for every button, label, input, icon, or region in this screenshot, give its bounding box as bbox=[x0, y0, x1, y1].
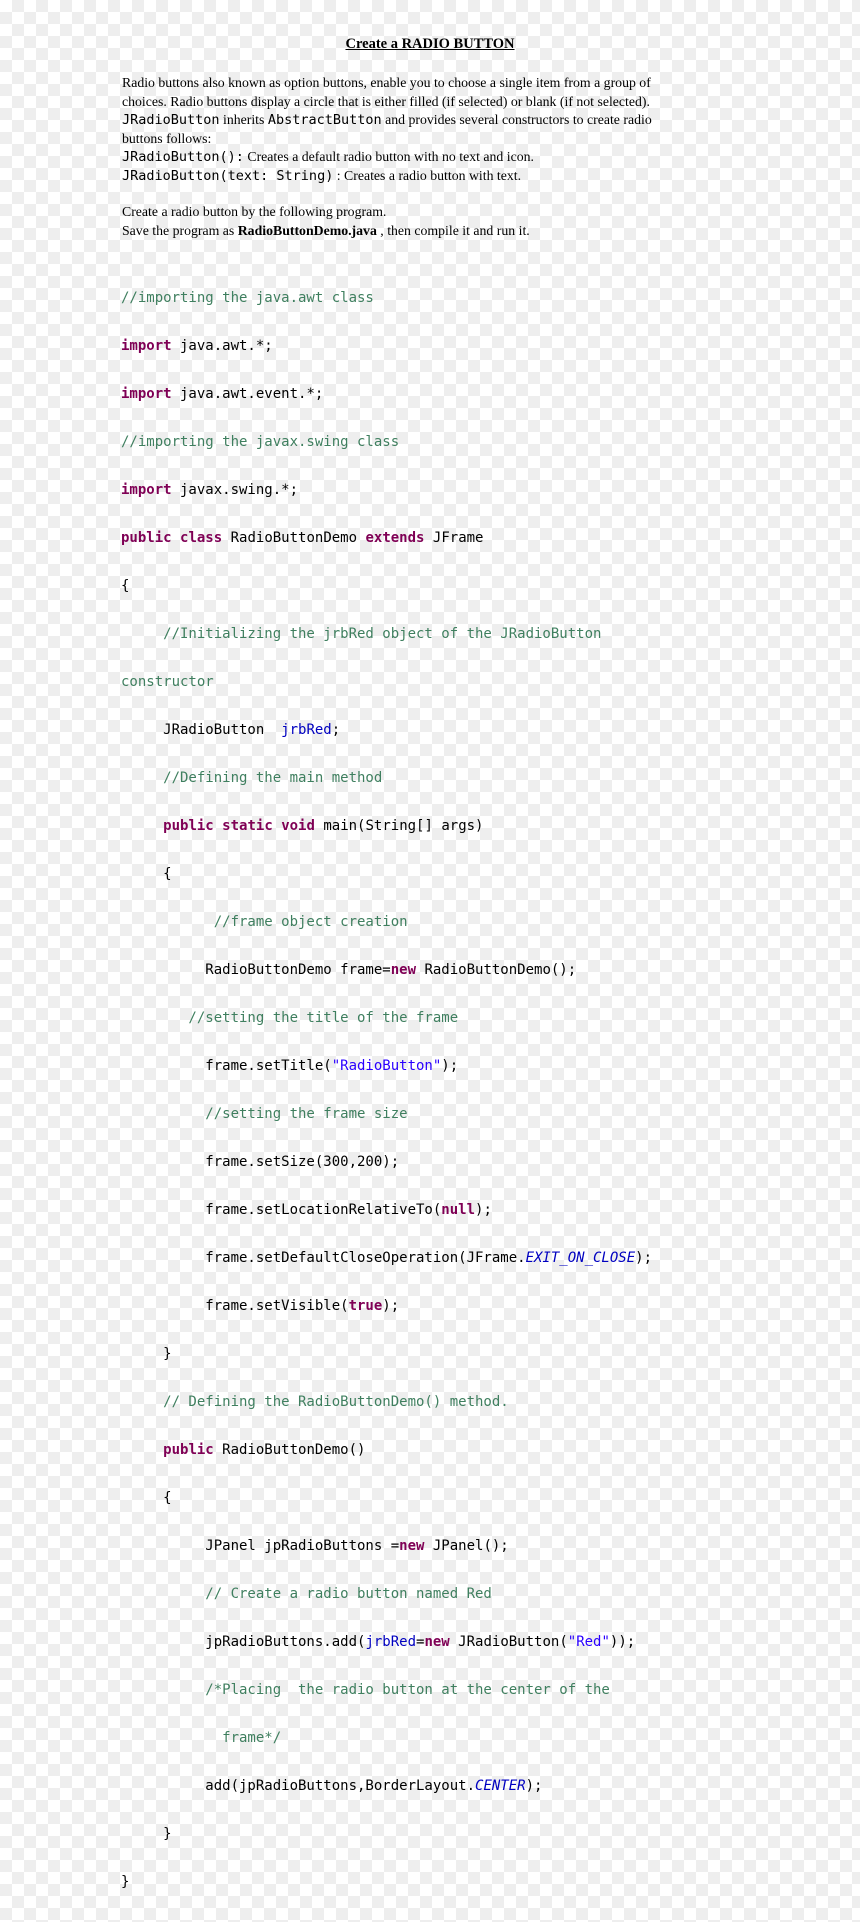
code-keyword: public bbox=[121, 530, 172, 546]
code-text bbox=[121, 1442, 163, 1458]
code-string: "RadioButton" bbox=[331, 1058, 442, 1074]
code-line: //Initializing the jrbRed object of the JRadioButton bbox=[121, 626, 602, 642]
instruction-line bbox=[122, 222, 762, 241]
code-field: jrbRed bbox=[281, 722, 332, 738]
code-line: { bbox=[121, 866, 172, 882]
constructor-line bbox=[122, 167, 762, 186]
inline-code: AbstractButton bbox=[267, 112, 382, 128]
code-constant: CENTER bbox=[475, 1778, 526, 1794]
code-line bbox=[121, 962, 821, 978]
code-line bbox=[121, 530, 821, 546]
intro-line bbox=[122, 111, 762, 130]
code-string: "Red" bbox=[567, 1634, 610, 1650]
code-text: add(jpRadioButtons,BorderLayout. bbox=[121, 1778, 476, 1794]
code-text: frame.setDefaultCloseOperation(JFrame. bbox=[121, 1250, 526, 1266]
code-text: RadioButtonDemo() bbox=[213, 1442, 366, 1458]
code-listing bbox=[121, 258, 821, 1922]
code-text: java.awt.event.*; bbox=[171, 386, 324, 402]
constructor-text: : Creates a radio button with text. bbox=[333, 167, 522, 183]
code-line: frame*/ bbox=[121, 1730, 282, 1746]
code-keyword: void bbox=[281, 818, 315, 834]
code-line: // Create a radio button named Red bbox=[121, 1586, 492, 1602]
code-keyword: public bbox=[163, 1442, 214, 1458]
code-text: main(String[] args) bbox=[314, 818, 484, 834]
code-line bbox=[121, 1298, 821, 1314]
intro-paragraph bbox=[122, 74, 762, 185]
code-line: { bbox=[121, 1490, 172, 1506]
code-keyword: import bbox=[121, 386, 172, 402]
intro-text: and provides several constructors to create radio bbox=[381, 112, 652, 127]
code-text: frame.setVisible( bbox=[121, 1298, 349, 1314]
code-keyword: null bbox=[441, 1202, 476, 1218]
code-line bbox=[121, 722, 821, 738]
constructor-text: Creates a default radio button with no text and icon. bbox=[243, 149, 534, 164]
code-line bbox=[121, 482, 821, 498]
code-text: JPanel(); bbox=[424, 1538, 509, 1554]
code-text: ); bbox=[382, 1298, 400, 1314]
page-title: Create a RADIO BUTTON bbox=[345, 36, 515, 52]
code-line bbox=[121, 1778, 821, 1794]
code-text: frame.setTitle( bbox=[121, 1058, 332, 1074]
code-constant: EXIT_ON_CLOSE bbox=[525, 1250, 636, 1266]
code-line: // Defining the RadioButtonDemo() method. bbox=[121, 1394, 509, 1410]
code-line: //importing the java.awt class bbox=[121, 290, 374, 306]
code-line: } bbox=[121, 1874, 130, 1890]
code-text: ; bbox=[331, 722, 341, 738]
code-text: RadioButtonDemo frame= bbox=[121, 962, 391, 978]
code-keyword: import bbox=[121, 482, 172, 498]
code-text: )); bbox=[609, 1634, 636, 1650]
code-line: //setting the frame size bbox=[121, 1106, 408, 1122]
code-line: //importing the javax.swing class bbox=[121, 434, 400, 450]
code-text: RadioButtonDemo(); bbox=[416, 962, 577, 978]
code-line: { bbox=[121, 578, 130, 594]
code-keyword: extends bbox=[365, 530, 425, 546]
code-line bbox=[121, 1058, 821, 1074]
code-line bbox=[121, 386, 821, 402]
code-field: jrbRed bbox=[365, 1634, 417, 1650]
code-line bbox=[121, 1250, 821, 1266]
inline-code: JRadioButton bbox=[122, 112, 220, 128]
code-keyword: public bbox=[163, 818, 214, 834]
code-keyword: new bbox=[390, 962, 417, 978]
constructor-line bbox=[122, 148, 762, 167]
intro-line: buttons follows: bbox=[122, 130, 212, 146]
code-text: ); bbox=[475, 1202, 492, 1218]
code-line bbox=[121, 1634, 821, 1650]
code-line: } bbox=[121, 1346, 172, 1362]
code-keyword: class bbox=[180, 530, 223, 546]
file-name: RadioButtonDemo.java bbox=[237, 222, 377, 238]
code-text: javax.swing.*; bbox=[171, 482, 299, 498]
code-text: frame.setLocationRelativeTo( bbox=[121, 1202, 442, 1218]
code-keyword: true bbox=[348, 1298, 383, 1314]
inline-code: JRadioButton(text: String) bbox=[122, 167, 334, 184]
code-line: /*Placing the radio button at the center of the bbox=[121, 1682, 610, 1698]
intro-line: choices. Radio buttons display a circle that is either filled (if selected) or blank (if not selected). bbox=[122, 93, 650, 109]
code-text: ); bbox=[441, 1058, 459, 1074]
code-line: //setting the title of the frame bbox=[121, 1010, 459, 1026]
instruction-text: Save the program as bbox=[122, 222, 238, 238]
code-line bbox=[121, 1202, 821, 1218]
code-text: ); bbox=[635, 1250, 653, 1266]
instruction-text: , then compile it and run it. bbox=[376, 222, 530, 238]
code-text: JRadioButton( bbox=[449, 1634, 568, 1650]
code-keyword: static bbox=[222, 818, 273, 834]
code-line: } bbox=[121, 1826, 172, 1842]
code-line: constructor bbox=[121, 674, 214, 690]
code-text bbox=[121, 818, 163, 834]
code-keyword: import bbox=[121, 338, 172, 354]
code-keyword: new bbox=[424, 1634, 450, 1650]
code-line bbox=[121, 818, 821, 834]
code-text: ); bbox=[525, 1778, 543, 1794]
code-text: JRadioButton bbox=[121, 722, 282, 738]
instructions-paragraph bbox=[122, 203, 762, 240]
code-text: RadioButtonDemo bbox=[222, 530, 366, 546]
code-text: jpRadioButtons.add( bbox=[121, 1634, 366, 1650]
code-line: frame.setSize(300,200); bbox=[121, 1154, 400, 1170]
code-keyword: new bbox=[399, 1538, 425, 1554]
code-text: = bbox=[416, 1634, 425, 1650]
intro-text: inherits bbox=[219, 112, 268, 127]
code-text: java.awt.*; bbox=[171, 338, 273, 354]
intro-line: Radio buttons also known as option buttons, enable you to choose a single item from a group of bbox=[122, 75, 651, 90]
code-line: //Defining the main method bbox=[121, 770, 383, 786]
code-text: JFrame bbox=[424, 530, 484, 546]
code-line: //frame object creation bbox=[121, 914, 408, 930]
code-line bbox=[121, 1442, 821, 1458]
code-line bbox=[121, 1538, 821, 1554]
inline-code: JRadioButton(): bbox=[122, 149, 244, 165]
code-text: JPanel jpRadioButtons = bbox=[121, 1538, 400, 1554]
instruction-line: Create a radio button by the following program. bbox=[122, 204, 387, 219]
code-line bbox=[121, 338, 821, 354]
